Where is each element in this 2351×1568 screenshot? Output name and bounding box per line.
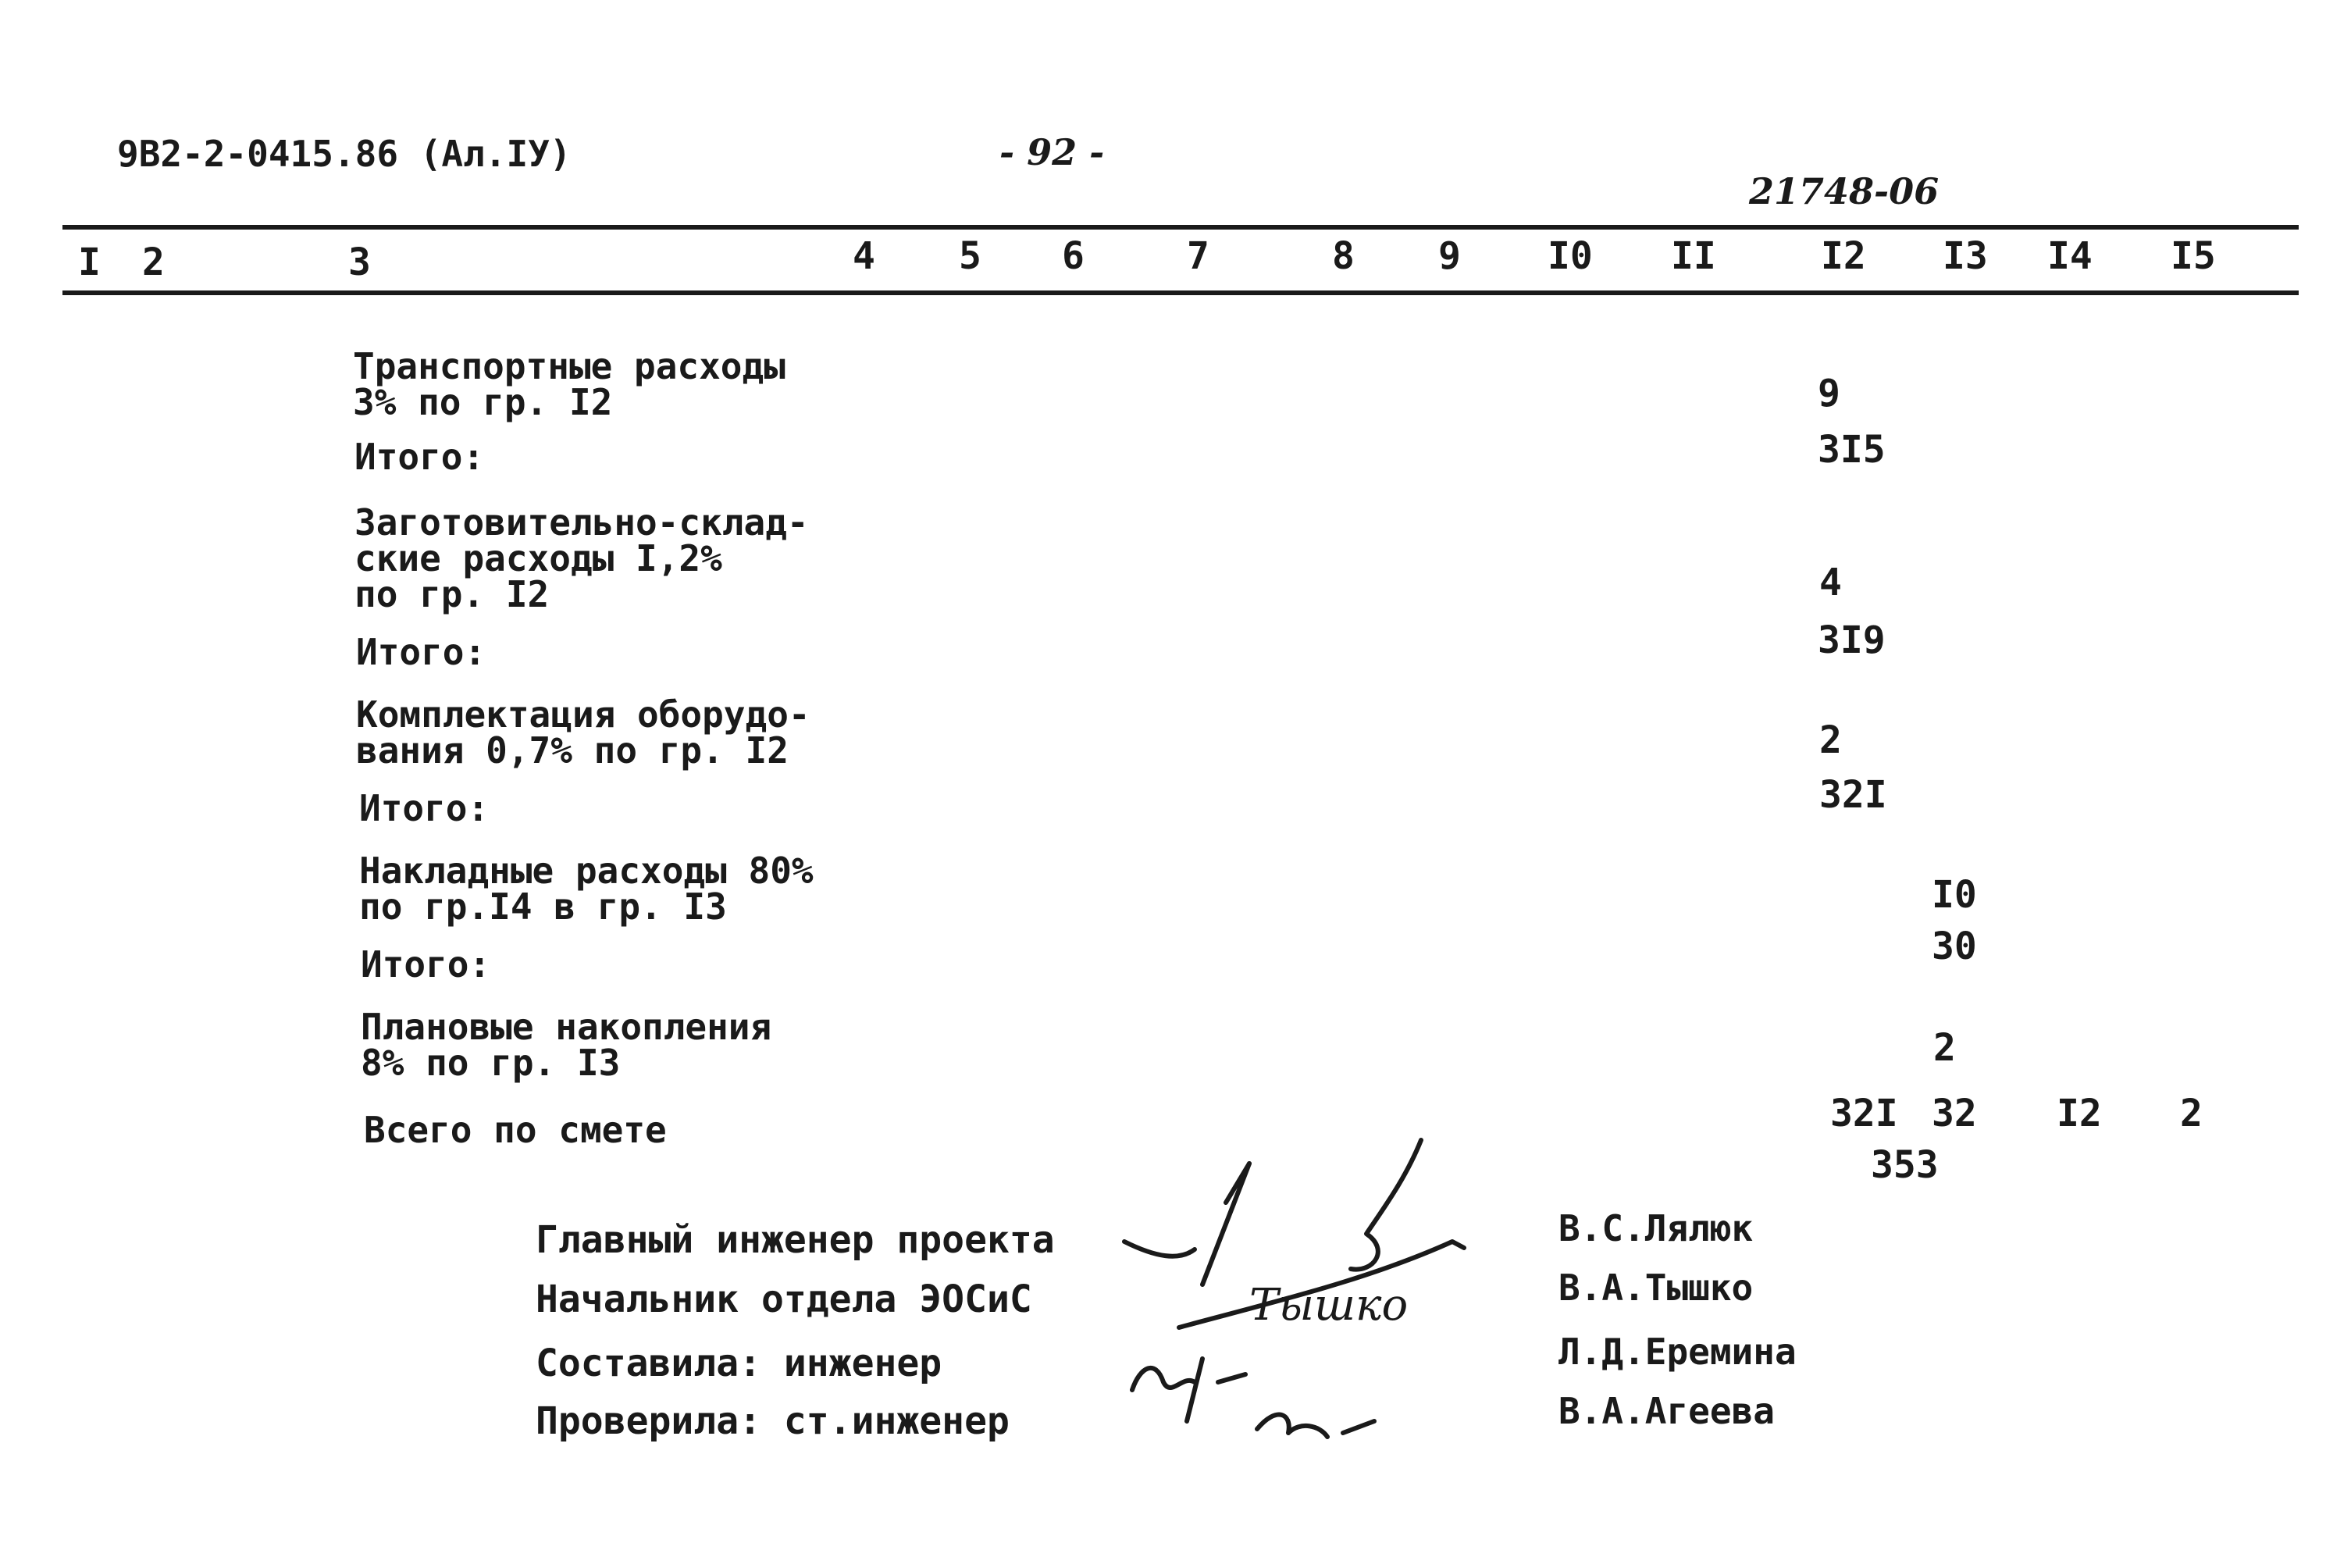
signatory-name-compiler: Л.Д.Еремина <box>1558 1331 1797 1373</box>
column-header-15: I5 <box>2171 234 2216 278</box>
row-value-subtotal-1: 3I5 <box>1818 428 1886 472</box>
row-value-procurement: 4 <box>1819 561 1842 604</box>
signature-stroke <box>1343 1421 1374 1433</box>
column-header-14: I4 <box>2047 234 2093 278</box>
row-value-subtotal-4: 30 <box>1932 925 1977 968</box>
row-value-subtotal-2: 3I9 <box>1818 618 1886 662</box>
signature-stroke <box>1351 1140 1421 1270</box>
row-label-overhead: Накладные расходы 80% по гр.I4 в гр. I3 <box>359 850 814 928</box>
column-header-4: 4 <box>853 234 875 278</box>
signature-stroke <box>1202 1164 1249 1285</box>
row-label-equipment: Комплектация оборудо- вания 0,7% по гр. I2 <box>356 693 810 772</box>
signature-stroke <box>1257 1414 1327 1437</box>
signatory-role-checker: Проверила: ст.инженер <box>536 1399 1010 1443</box>
row-value-planned-savings: 2 <box>1933 1026 1956 1070</box>
signatory-name-checker: В.А.Агеева <box>1558 1390 1775 1432</box>
row-label-subtotal-2: Итого: <box>356 631 486 673</box>
column-header-10: I0 <box>1548 234 1593 278</box>
handwritten-signatures <box>1109 1124 1515 1452</box>
row-label-subtotal-4: Итого: <box>361 943 491 985</box>
column-header-12: I2 <box>1821 234 1866 278</box>
signatory-role-department-head: Начальник отдела ЭОСиС <box>536 1278 1032 1321</box>
signatory-role-compiler: Составила: инженер <box>536 1342 942 1385</box>
row-value-overhead: I0 <box>1932 873 1977 917</box>
signature-handwritten-text: Тышко <box>1249 1280 1409 1331</box>
signature-stroke <box>1218 1374 1245 1382</box>
row-value-equipment: 2 <box>1819 718 1842 762</box>
row-label-subtotal-1: Итого: <box>354 436 485 478</box>
page-number: - 92 - <box>999 131 1105 173</box>
column-header-5: 5 <box>959 234 981 278</box>
total-col-14: I2 <box>2057 1092 2102 1135</box>
column-header-13: I3 <box>1943 234 1988 278</box>
total-label: Всего по смете <box>364 1109 667 1151</box>
header-top-rule <box>62 225 2299 230</box>
row-label-transport: Транспортные расходы 3% по гр. I2 <box>353 345 785 423</box>
row-value-transport: 9 <box>1818 372 1840 415</box>
signature-stroke <box>1132 1359 1202 1421</box>
handwritten-reference: 21748-06 <box>1749 170 1940 212</box>
document-code: 9В2-2-0415.86 (Ал.IУ) <box>117 133 572 175</box>
column-header-7: 7 <box>1187 234 1209 278</box>
signature-stroke <box>1124 1242 1195 1256</box>
signatory-name-chief-engineer: В.С.Лялюк <box>1558 1207 1754 1249</box>
total-col-15: 2 <box>2180 1092 2203 1135</box>
signatory-role-chief-engineer: Главный инженер проекта <box>536 1218 1055 1262</box>
total-col-13: 32 <box>1932 1092 1977 1135</box>
header-bottom-rule <box>62 290 2299 295</box>
column-header-11: II <box>1671 234 1716 278</box>
column-header-1: I <box>78 241 101 284</box>
total-sum: 353 <box>1871 1143 1939 1187</box>
row-value-subtotal-3: 32I <box>1819 773 1887 817</box>
column-header-3: 3 <box>348 241 371 284</box>
column-header-6: 6 <box>1062 234 1085 278</box>
total-col-12: 32I <box>1830 1092 1898 1135</box>
column-header-2: 2 <box>142 241 165 284</box>
signatory-name-department-head: В.А.Тышко <box>1558 1267 1754 1309</box>
row-label-procurement: Заготовительно-склад- ские расходы I,2% по гр. I2 <box>354 501 809 615</box>
row-label-planned-savings: Плановые накопления 8% по гр. I3 <box>361 1006 772 1084</box>
column-header-8: 8 <box>1332 234 1355 278</box>
row-label-subtotal-3: Итого: <box>359 787 490 829</box>
column-header-9: 9 <box>1438 234 1461 278</box>
